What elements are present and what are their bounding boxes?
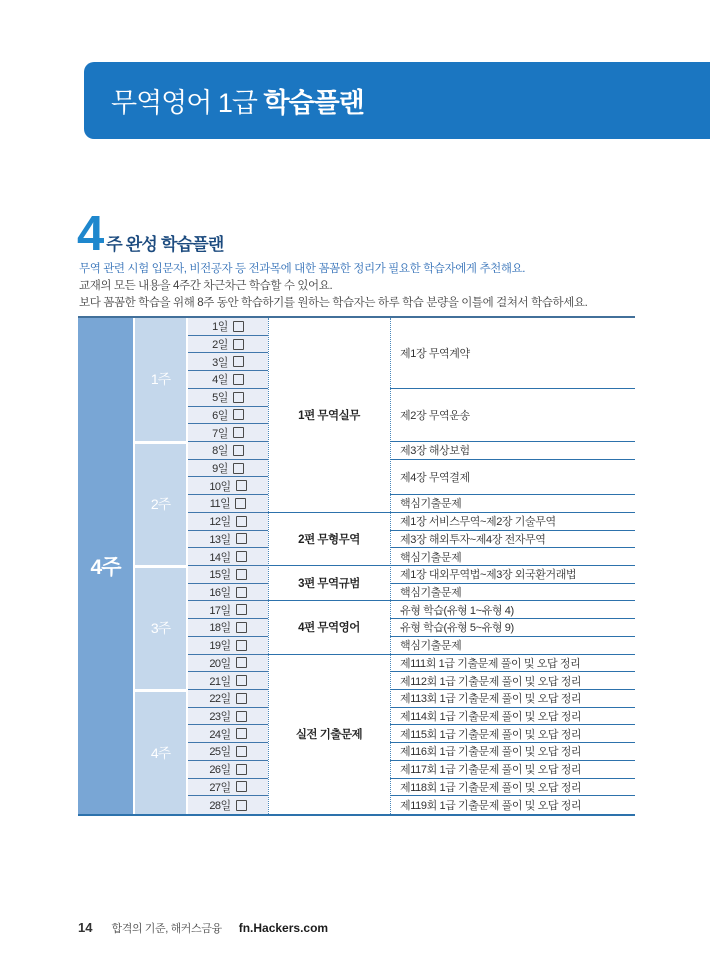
day-row [188,708,268,726]
page-header [84,62,710,139]
day-row [188,407,268,425]
plan-heading-text: 주 완성 학습플랜 [106,235,224,254]
day-checkbox[interactable] [236,516,247,527]
day-row [188,566,268,584]
day-checkbox[interactable] [236,569,247,580]
day-checkbox[interactable] [236,800,247,811]
page-title-bold: 학습플랜 [263,88,364,118]
day-checkbox[interactable] [236,533,247,544]
topic-cell: 핵심기출문제 [390,637,635,655]
day-row [188,336,268,354]
topic-cell: 제4장 무역결제 [390,460,635,495]
topic-cell: 핵심기출문제 [390,495,635,513]
topic-cell: 제3장 해외투자~제4장 전자무역 [390,531,635,549]
day-checkbox[interactable] [236,693,247,704]
topic-cell: 핵심기출문제 [390,548,635,566]
topic-cell: 제1장 대외무역법~제3장 외국환거래법 [390,566,635,584]
intro-line: 무역 관련 시험 입문자, 비전공자 등 전과목에 대한 꼼꼼한 정리가 필요한 학습자에게 추천해요. [79,263,526,275]
day-row [188,548,268,566]
week-cell: 1주 [135,318,186,441]
part-cell: 2편 무형무역 [268,513,390,566]
topic-cell: 제1장 서비스무역~제2장 기술무역 [390,513,635,531]
day-checkbox[interactable] [236,764,247,775]
part-cell: 실전 기출문제 [295,729,363,742]
part-cell: 1편 무역실무 [268,318,390,513]
study-plan-table [78,316,635,816]
day-label: 6일 [212,409,228,422]
part-cell: 3편 무역규범 [268,566,390,601]
day-row [188,460,268,478]
day-checkbox[interactable] [236,675,247,686]
day-label: 7일 [212,427,228,440]
topic-cell: 제111회 1급 기출문제 풀이 및 오답 정리 [390,655,635,673]
topic-cell: 제112회 1급 기출문제 풀이 및 오답 정리 [390,672,635,690]
topic-cell: 제113회 1급 기출문제 풀이 및 오답 정리 [390,690,635,708]
day-label: 21일 [209,675,231,688]
day-checkbox[interactable] [236,622,247,633]
day-checkbox[interactable] [235,498,246,509]
day-label: 5일 [212,392,228,405]
day-label: 15일 [209,569,231,582]
day-label: 20일 [209,657,231,670]
day-row [188,725,268,743]
day-checkbox[interactable] [233,392,244,403]
day-label: 8일 [212,445,228,458]
day-row [188,761,268,779]
day-row [188,371,268,389]
page-title [111,81,364,120]
day-checkbox[interactable] [236,604,247,615]
day-checkbox[interactable] [233,445,244,456]
day-row [188,601,268,619]
day-label: 22일 [209,693,231,706]
page-number: 14 [78,920,93,935]
day-row [188,442,268,460]
total-duration-cell: 4주 [78,318,133,814]
day-label: 16일 [209,587,231,600]
day-checkbox[interactable] [236,711,247,722]
topic-cell: 제114회 1급 기출문제 풀이 및 오답 정리 [390,708,635,726]
day-row [188,424,268,442]
day-label: 18일 [209,622,231,635]
day-row [188,655,268,673]
day-row [188,477,268,495]
topic-cell: 핵심기출문제 [390,584,635,602]
day-label: 19일 [209,640,231,653]
day-row [188,637,268,655]
page-title-regular: 무역영어 1급 [111,88,264,118]
day-checkbox[interactable] [236,728,247,739]
day-row [188,531,268,549]
topic-cell: 제115회 1급 기출문제 풀이 및 오답 정리 [390,725,635,743]
day-row [188,353,268,371]
week-cell: 2주 [135,444,186,565]
topic-cell: 유형 학습(유형 5~유형 9) [390,619,635,637]
topic-cell: 제1장 무역계약 [390,318,635,389]
day-label: 11일 [209,498,231,511]
topic-cell: 제116회 1급 기출문제 풀이 및 오답 정리 [390,743,635,761]
day-label: 3일 [212,356,228,369]
part-cell: 4편 무역영어 [268,601,390,654]
day-checkbox[interactable] [233,321,244,332]
week-cell: 4주 [135,692,186,815]
topic-cell: 제119회 1급 기출문제 풀이 및 오답 정리 [400,800,582,813]
day-checkbox[interactable] [233,409,244,420]
day-label: 13일 [209,533,231,546]
topic-cell: 제117회 1급 기출문제 풀이 및 오답 정리 [390,761,635,779]
intro-line: 교재의 모든 내용을 4주간 차근차근 학습할 수 있어요. [79,280,333,293]
day-label: 17일 [209,604,231,617]
day-checkbox[interactable] [236,657,247,668]
day-label: 1일 [212,321,228,334]
day-row [188,796,268,814]
day-checkbox[interactable] [236,480,247,491]
intro-text [79,261,587,313]
day-row [188,672,268,690]
day-checkbox[interactable] [233,356,244,367]
day-checkbox[interactable] [233,339,244,350]
day-row [188,779,268,797]
day-checkbox[interactable] [236,640,247,651]
plan-heading [77,207,224,261]
day-checkbox[interactable] [233,463,244,474]
topic-cell: 유형 학습(유형 1~유형 4) [390,601,635,619]
page-footer [78,920,328,936]
day-label: 25일 [209,746,231,759]
day-label: 28일 [209,800,231,813]
day-label: 14일 [209,551,231,564]
day-label: 9일 [212,463,228,476]
day-label: 4일 [212,374,228,387]
day-row [188,743,268,761]
day-row [188,513,268,531]
day-checkbox[interactable] [233,427,244,438]
day-checkbox[interactable] [236,781,247,792]
topic-cell: 제118회 1급 기출문제 풀이 및 오답 정리 [390,779,635,797]
day-label: 27일 [209,781,231,794]
day-row [188,318,268,336]
day-label: 12일 [209,516,231,529]
day-checkbox[interactable] [236,551,247,562]
plan-heading-number: 4 [77,207,105,261]
day-row [188,389,268,407]
day-checkbox[interactable] [233,374,244,385]
day-checkbox[interactable] [236,746,247,757]
intro-line: 보다 꼼꼼한 학습을 위해 8주 동안 학습하기를 원하는 학습자는 하루 학습 분량을 이틀에 걸쳐서 학습하세요. [79,297,588,310]
week-cell: 3주 [135,568,186,689]
day-label: 2일 [212,339,228,352]
day-row [188,690,268,708]
footer-tagline: 합격의 기준, 해커스금융 [111,923,222,935]
day-label: 24일 [209,728,231,741]
day-row [188,495,268,513]
day-label: 26일 [209,764,231,777]
day-label: 10일 [209,480,231,493]
day-row [188,619,268,637]
topic-cell: 제3장 해상보험 [390,442,635,460]
topic-cell: 제2장 무역운송 [390,389,635,442]
day-row [188,584,268,602]
footer-site: fn.Hackers.com [238,921,329,935]
day-label: 23일 [209,711,231,724]
day-checkbox[interactable] [236,587,247,598]
